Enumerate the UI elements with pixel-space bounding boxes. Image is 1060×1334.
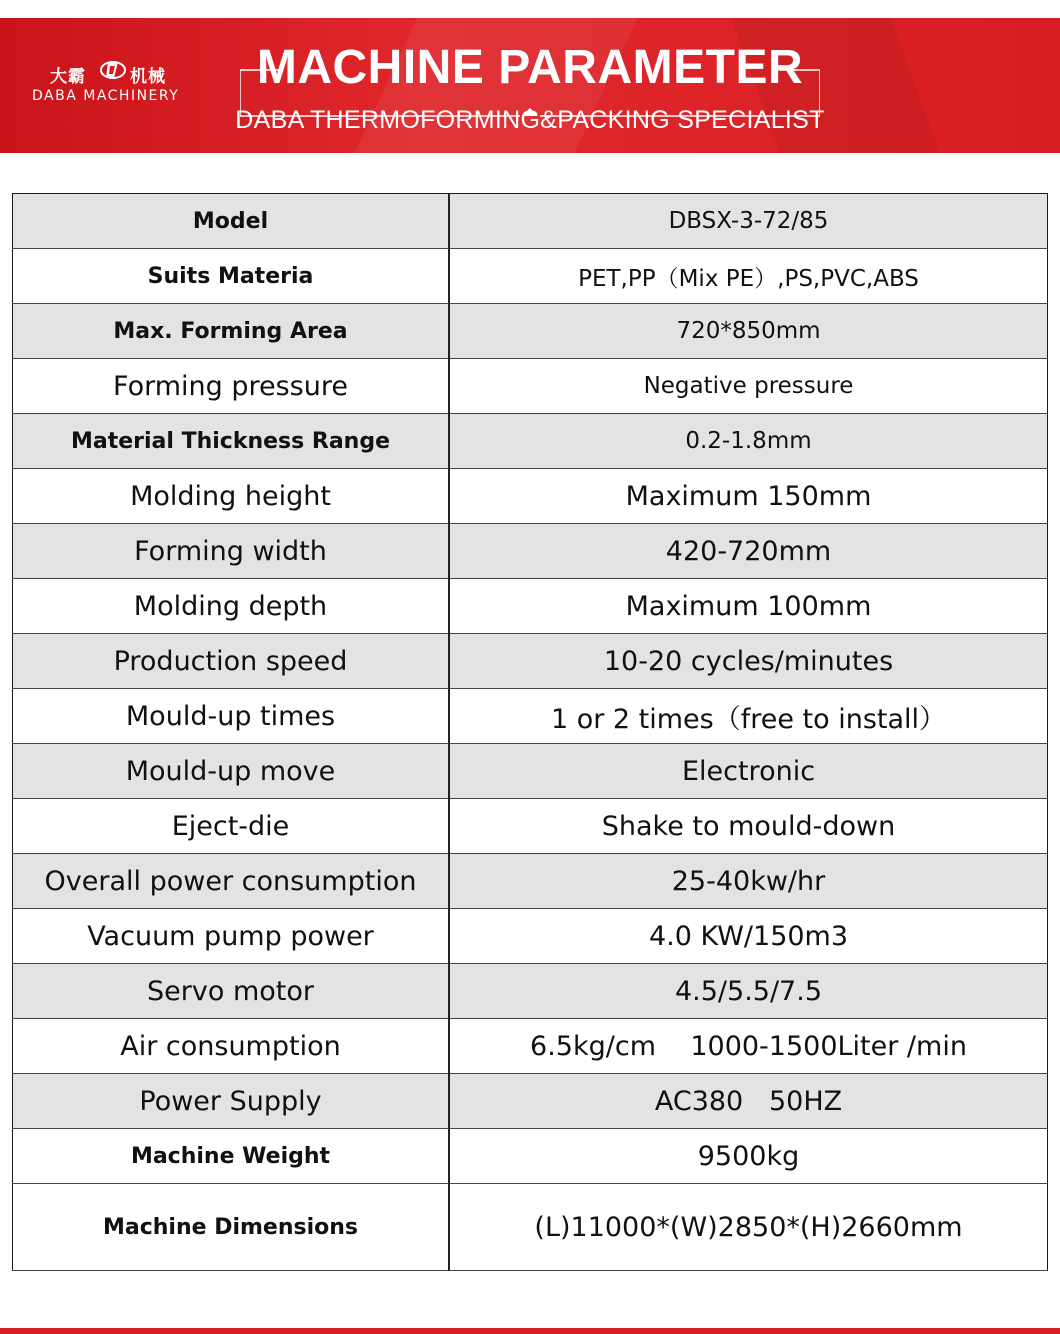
table-row xyxy=(13,964,1048,1019)
table-row xyxy=(13,304,1048,359)
spec-label: Vacuum pump power xyxy=(13,909,450,964)
spec-label: Machine Weight xyxy=(13,1129,450,1184)
logo-english: DABA MACHINERY xyxy=(32,88,180,104)
header-banner xyxy=(0,18,1060,153)
spec-value: 9500kg xyxy=(449,1129,1048,1184)
spec-label: Servo motor xyxy=(13,964,450,1019)
spec-value: 10-20 cycles/minutes xyxy=(449,634,1048,689)
spec-label: Molding depth xyxy=(13,579,450,634)
table-row xyxy=(13,854,1048,909)
table-row xyxy=(13,194,1048,249)
table-row xyxy=(13,1129,1048,1184)
table-row xyxy=(13,1184,1048,1271)
spec-value: 4.0 KW/150m3 xyxy=(449,909,1048,964)
spec-label: Molding height xyxy=(13,469,450,524)
spec-value: 4.5/5.5/7.5 xyxy=(449,964,1048,1019)
table-row xyxy=(13,689,1048,744)
spec-label: Suits Materia xyxy=(13,249,450,304)
spec-value: 1 or 2 times（free to install） xyxy=(449,689,1048,744)
spec-value: Negative pressure xyxy=(449,359,1048,414)
table-row xyxy=(13,909,1048,964)
footer-bar xyxy=(0,1328,1060,1334)
page-title: MACHINE PARAMETER xyxy=(256,41,804,94)
spec-label: Material Thickness Range xyxy=(13,414,450,469)
spec-value: 720*850mm xyxy=(449,304,1048,359)
spec-label: Mould-up times xyxy=(13,689,450,744)
table-row xyxy=(13,1074,1048,1129)
table-row xyxy=(13,524,1048,579)
table-row xyxy=(13,249,1048,304)
spec-value: 420-720mm xyxy=(449,524,1048,579)
spec-value: PET,PP（Mix PE）,PS,PVC,ABS xyxy=(449,249,1048,304)
table-row xyxy=(13,744,1048,799)
spec-value: 25-40kw/hr xyxy=(449,854,1048,909)
spec-label: Machine Dimensions xyxy=(13,1184,450,1271)
table-row xyxy=(13,1019,1048,1074)
spec-label: Mould-up move xyxy=(13,744,450,799)
spec-value: Electronic xyxy=(449,744,1048,799)
table-row xyxy=(13,469,1048,524)
logo-chinese-right: 机械 xyxy=(130,67,166,87)
table-row xyxy=(13,359,1048,414)
spec-label: Model xyxy=(13,194,450,249)
table-row xyxy=(13,579,1048,634)
spec-value: AC380 50HZ xyxy=(449,1074,1048,1129)
table-row xyxy=(13,414,1048,469)
table-row xyxy=(13,799,1048,854)
spec-value: Maximum 100mm xyxy=(449,579,1048,634)
page-subtitle: DABA THERMOFORMING&PACKING SPECIALIST xyxy=(235,106,825,134)
spec-value: Shake to mould-down xyxy=(449,799,1048,854)
spec-value: 0.2-1.8mm xyxy=(449,414,1048,469)
spec-label: Power Supply xyxy=(13,1074,450,1129)
spec-value: 6.5kg/cm 1000-1500Liter /min xyxy=(449,1019,1048,1074)
spec-value: DBSX-3-72/85 xyxy=(449,194,1048,249)
spec-label: Overall power consumption xyxy=(13,854,450,909)
spec-table xyxy=(12,193,1048,1271)
spec-value: Maximum 150mm xyxy=(449,469,1048,524)
spec-value: (L)11000*(W)2850*(H)2660mm xyxy=(449,1184,1048,1271)
spec-label: Forming width xyxy=(13,524,450,579)
spec-label: Eject-die xyxy=(13,799,450,854)
spec-label: Air consumption xyxy=(13,1019,450,1074)
spec-label: Production speed xyxy=(13,634,450,689)
table-row xyxy=(13,634,1048,689)
logo-chinese-left: 大霸 xyxy=(50,67,86,87)
spec-label: Max. Forming Area xyxy=(13,304,450,359)
spec-label: Forming pressure xyxy=(13,359,450,414)
